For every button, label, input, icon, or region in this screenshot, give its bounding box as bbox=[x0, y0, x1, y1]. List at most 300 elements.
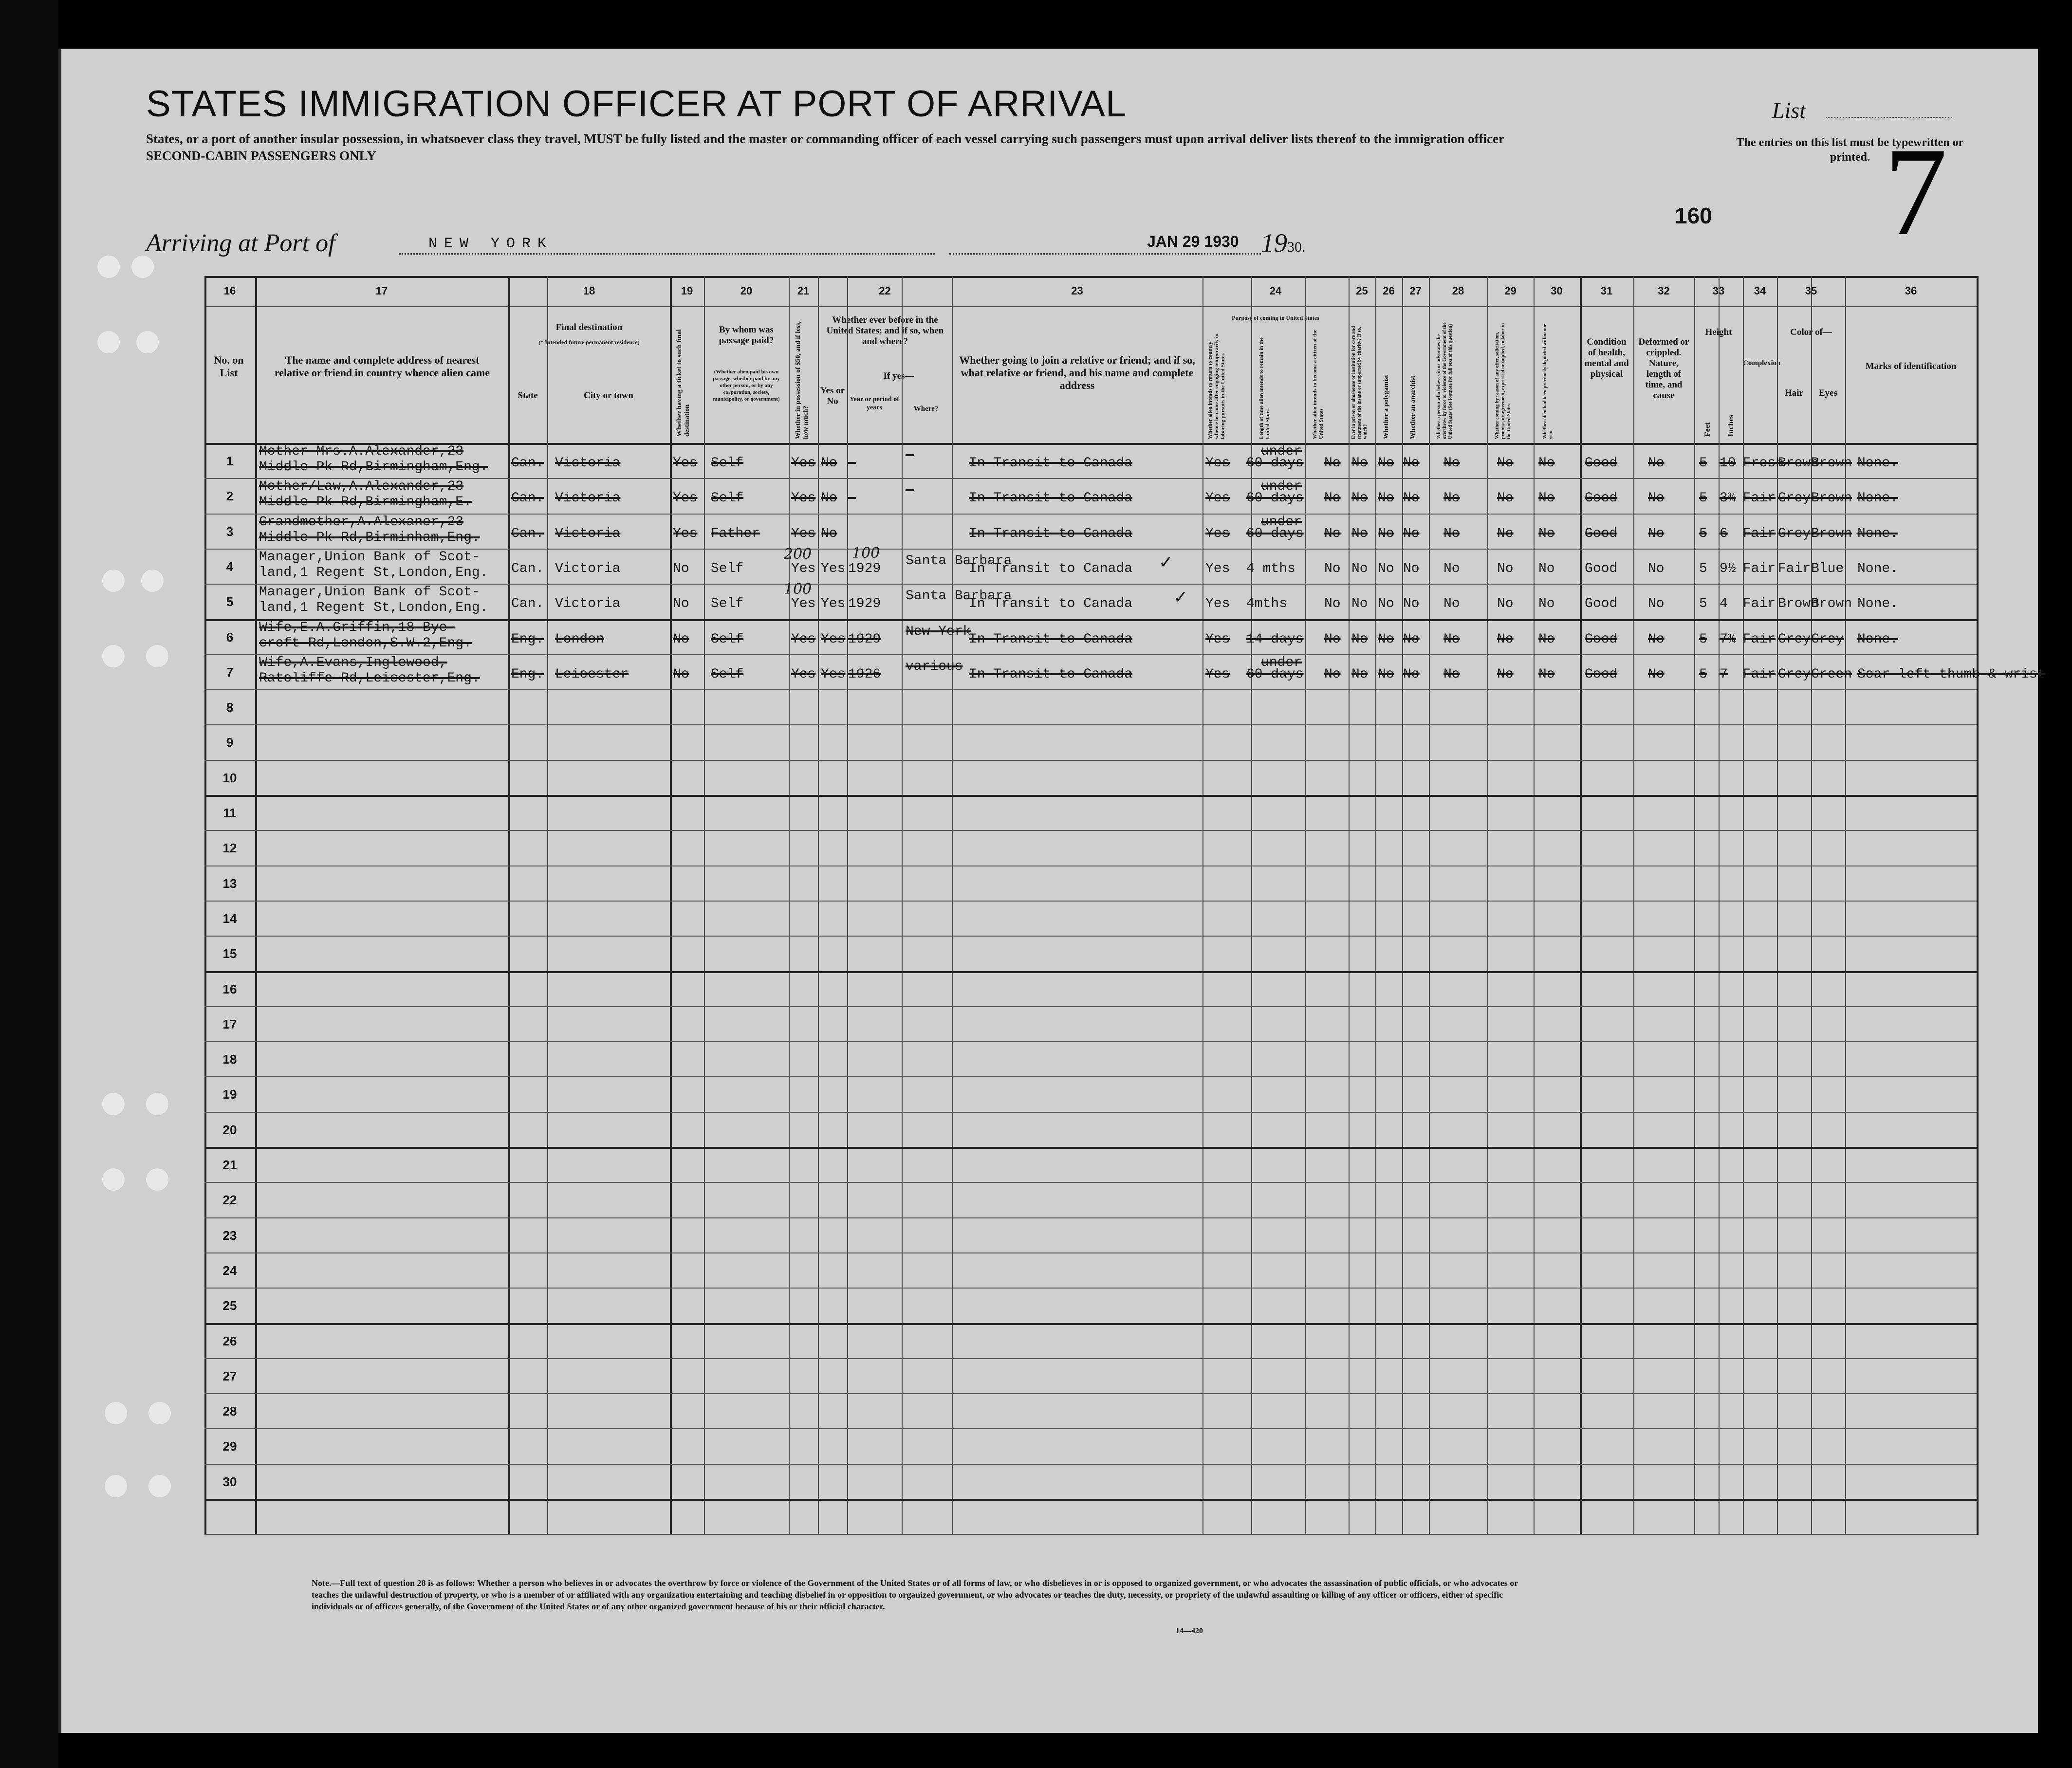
cell-ever: Yes bbox=[821, 596, 846, 612]
grid-colnum-rule bbox=[204, 306, 1977, 307]
row-number: 17 bbox=[222, 1016, 237, 1031]
colnum-21: 21 bbox=[797, 285, 810, 297]
row-number: 26 bbox=[222, 1333, 237, 1348]
row-number: 24 bbox=[222, 1263, 237, 1278]
binder-hole bbox=[146, 645, 168, 667]
cell-ever: No bbox=[821, 526, 837, 541]
cell-c28: No bbox=[1443, 666, 1460, 682]
cell-p-length-2: 60 days bbox=[1246, 526, 1304, 541]
row-number: 15 bbox=[222, 946, 237, 961]
hdr-no-on-list: No. on List bbox=[214, 354, 244, 379]
colnum-17: 17 bbox=[375, 285, 388, 297]
grid-column-rule bbox=[789, 276, 790, 1535]
cell-ever: Yes bbox=[821, 631, 846, 647]
row-number: 14 bbox=[222, 911, 237, 926]
grid-column-rule bbox=[1977, 276, 1979, 1535]
row-number: 18 bbox=[222, 1052, 237, 1067]
hdr-purpose-c: Whether alien intends to become a citizen of the United States bbox=[1312, 330, 1324, 439]
hdr-passage-paid: By whom was passage paid? bbox=[719, 325, 774, 346]
colnum-28: 28 bbox=[1452, 285, 1464, 297]
row-number: 11 bbox=[223, 806, 237, 820]
grid-column-rule bbox=[704, 276, 705, 1535]
hdr-ticket: Whether having a ticket to such final destination bbox=[676, 329, 691, 437]
grid-row-rule bbox=[204, 795, 1977, 797]
cell-hair: Grey bbox=[1778, 491, 1811, 506]
grid-top-rule bbox=[204, 276, 1977, 278]
grid-row-rule bbox=[204, 1041, 1977, 1042]
row-number: 20 bbox=[222, 1122, 237, 1137]
row-number: 10 bbox=[222, 770, 237, 785]
cell-where: Santa Barbara bbox=[906, 589, 1012, 604]
port-dotline bbox=[399, 253, 935, 255]
cell-year: — bbox=[848, 491, 856, 506]
cell-money: Yes bbox=[791, 491, 816, 506]
cell-c29: No bbox=[1497, 561, 1514, 576]
binder-hole bbox=[102, 1168, 125, 1191]
binder-hole bbox=[146, 1168, 168, 1191]
cell-paid: Self bbox=[711, 491, 744, 506]
cell-ticket: No bbox=[673, 561, 689, 576]
cell-feet: 5 bbox=[1699, 596, 1707, 612]
cell-p-return: Yes bbox=[1205, 561, 1230, 576]
cell-c25: No bbox=[1351, 596, 1368, 612]
binder-hole bbox=[148, 1475, 171, 1497]
grid-row-rule bbox=[204, 1464, 1977, 1465]
cell-c25: No bbox=[1351, 526, 1368, 541]
cell-inches: 10 bbox=[1720, 456, 1736, 471]
hdr-anarchist: Whether an anarchist bbox=[1409, 375, 1417, 439]
cell-join: In Transit to Canada bbox=[969, 666, 1133, 682]
cell-paid: Self bbox=[711, 631, 744, 647]
entries-note: The entries on this list must be typewritten or printed. bbox=[1736, 136, 1964, 164]
row-number: 13 bbox=[222, 876, 237, 891]
handwritten-mark: 200 bbox=[784, 545, 812, 563]
cell-p-citizen: No bbox=[1324, 526, 1341, 541]
cell-where: various bbox=[906, 659, 963, 674]
cell-c27: No bbox=[1403, 456, 1420, 471]
cell-state: Eng. bbox=[511, 666, 544, 682]
binder-hole bbox=[148, 1402, 171, 1424]
date-dotline bbox=[949, 253, 1261, 255]
cell-health: Good bbox=[1585, 596, 1618, 612]
cell-marks: Scar left thumb & wrist bbox=[1857, 666, 2046, 682]
grid-row-rule bbox=[204, 1323, 1977, 1325]
list-label: List bbox=[1772, 98, 1806, 123]
grid-row-rule bbox=[204, 1076, 1977, 1077]
grid-column-rule bbox=[952, 276, 953, 1535]
grid-header-rule bbox=[204, 443, 1977, 445]
grid-row-rule bbox=[204, 830, 1977, 831]
cell-c28: No bbox=[1443, 456, 1460, 471]
hdr-yes-no: Yes or No bbox=[820, 386, 845, 406]
colnum-26: 26 bbox=[1383, 285, 1395, 297]
year-field bbox=[1261, 228, 1306, 258]
grid-row-rule bbox=[204, 689, 1977, 690]
cell-ticket: No bbox=[673, 631, 689, 647]
cell-join: In Transit to Canada bbox=[969, 596, 1133, 612]
grid-row-rule bbox=[204, 1112, 1977, 1113]
grid-row-rule bbox=[204, 619, 1977, 621]
cell-health: Good bbox=[1585, 491, 1618, 506]
colnum-18: 18 bbox=[583, 285, 595, 297]
cell-complexion: Fair bbox=[1743, 561, 1776, 576]
grid-column-rule bbox=[1349, 276, 1350, 1535]
hdr-feet: Feet bbox=[1703, 422, 1712, 437]
grid-row-rule bbox=[204, 724, 1977, 725]
handwritten-mark: 100 bbox=[784, 581, 812, 598]
hdr-marks: Marks of identification bbox=[1865, 361, 1957, 371]
cell-c26: No bbox=[1378, 561, 1394, 576]
cell-state: Can. bbox=[511, 596, 544, 612]
row-number: 25 bbox=[222, 1298, 237, 1313]
cell-relative-1: Wife,A.Evans,Inglewood, bbox=[259, 655, 447, 670]
grid-column-rule bbox=[1694, 276, 1695, 1535]
cell-c25: No bbox=[1351, 666, 1368, 682]
cell-relative-1: Grandmother,A.Alexaner,23 bbox=[259, 514, 464, 530]
cell-ever: Yes bbox=[821, 561, 846, 576]
cell-p-length-2: 60 days bbox=[1246, 491, 1304, 506]
colnum-27: 27 bbox=[1409, 285, 1422, 297]
cell-money: Yes bbox=[791, 561, 816, 576]
grid-row-rule bbox=[204, 478, 1977, 479]
grid-row-rule bbox=[204, 1499, 1977, 1501]
cell-relative-2: Middle Pk Rd,Birmingham,E. bbox=[259, 495, 472, 510]
cell-inches: 3¾ bbox=[1720, 491, 1736, 506]
colnum-19: 19 bbox=[681, 285, 693, 297]
cell-where: — bbox=[906, 448, 914, 463]
hdr-final-destination-note: (* Intended future permanent residence) bbox=[538, 339, 640, 346]
hdr-q29: Whether coming by reason of any offer, solicitation, promise, or agreement, expressed or implied, to labor in the United States bbox=[1495, 323, 1512, 439]
cell-deformed: No bbox=[1648, 561, 1665, 576]
cell-p-citizen: No bbox=[1324, 491, 1341, 506]
hdr-nearest-relative: The name and complete address of nearest relative or friend in country whence alien came bbox=[274, 354, 490, 379]
hdr-join-relative: Whether going to join a relative or friend; and if so, what relative or friend, and his name and complete address bbox=[959, 354, 1195, 391]
colnum-34: 34 bbox=[1754, 285, 1766, 297]
grid-column-rule bbox=[508, 276, 510, 1535]
hdr-complexion: Complexion bbox=[1743, 359, 1781, 367]
row-number: 6 bbox=[226, 629, 234, 645]
cell-complexion: Fair bbox=[1743, 666, 1776, 682]
cell-relative-2: land,1 Regent St,London,Eng. bbox=[259, 565, 488, 580]
list-dotline bbox=[1826, 117, 1952, 118]
cell-ticket: Yes bbox=[673, 456, 698, 471]
cell-ticket: Yes bbox=[673, 526, 698, 541]
cell-inches: 6 bbox=[1720, 526, 1728, 541]
hdr-prison: Ever in prison or almshouse or institution for care and treatment of the insane or supported by charity? If so, which? bbox=[1351, 326, 1368, 439]
cell-hair: Grey bbox=[1778, 666, 1811, 682]
cell-join: In Transit to Canada bbox=[969, 631, 1133, 647]
cell-health: Good bbox=[1585, 666, 1618, 682]
cell-c30: No bbox=[1538, 526, 1555, 541]
grid-column-rule bbox=[1580, 276, 1582, 1535]
cell-feet: 5 bbox=[1699, 561, 1707, 576]
cell-marks: None. bbox=[1857, 561, 1899, 576]
row-number: 3 bbox=[226, 524, 234, 539]
cell-relative-2: Middle Pk Rd,Birmingham,Eng. bbox=[259, 460, 488, 475]
cell-health: Good bbox=[1585, 456, 1618, 471]
hdr-color-of: Color of— bbox=[1790, 327, 1832, 337]
cell-city: Leicester bbox=[555, 666, 629, 682]
hdr-hair: Hair bbox=[1785, 388, 1803, 398]
cell-c30: No bbox=[1538, 631, 1555, 647]
cell-p-return: Yes bbox=[1205, 666, 1230, 682]
grid-column-rule bbox=[670, 276, 672, 1535]
cell-complexion: Fair bbox=[1743, 491, 1776, 506]
colnum-29: 29 bbox=[1504, 285, 1517, 297]
cell-feet: 5 bbox=[1699, 631, 1707, 647]
grid-column-rule bbox=[1202, 276, 1203, 1535]
colnum-24: 24 bbox=[1269, 285, 1282, 297]
cell-complexion: Fair bbox=[1743, 526, 1776, 541]
grid-row-rule bbox=[204, 971, 1977, 973]
cell-c29: No bbox=[1497, 631, 1514, 647]
hdr-q28: Whether a person who believes in or advocates the overthrow by force or violence of the Government of the United States (See footnote for full text of this question) bbox=[1436, 322, 1453, 439]
cell-p-citizen: No bbox=[1324, 596, 1341, 612]
cell-join: In Transit to Canada bbox=[969, 526, 1133, 541]
grid-row-rule bbox=[204, 1534, 1977, 1535]
cell-marks: None. bbox=[1857, 526, 1899, 541]
cell-health: Good bbox=[1585, 526, 1618, 541]
binder-hole bbox=[146, 1093, 168, 1115]
grid-column-rule bbox=[1375, 276, 1376, 1535]
cell-city: Victoria bbox=[555, 491, 621, 506]
colnum-35: 35 bbox=[1805, 285, 1817, 297]
cell-where: Santa Barbara bbox=[906, 553, 1012, 569]
grid-row-rule bbox=[204, 1428, 1977, 1429]
grid-column-rule bbox=[1429, 276, 1430, 1535]
form-instruction: States, or a port of another insular possession, in whatsoever class they travel, MUST be fully listed and the master or commanding officer of each vessel carrying such passengers must upon arrival deliver lists thereof to the immigration officer bbox=[146, 131, 1505, 146]
cell-c30: No bbox=[1538, 491, 1555, 506]
cell-p-return: Yes bbox=[1205, 631, 1230, 647]
binder-hole bbox=[105, 1475, 127, 1497]
binder-hole bbox=[102, 1093, 125, 1115]
cell-complexion: Fair bbox=[1743, 631, 1776, 647]
cell-p-length-2: 60 days bbox=[1246, 456, 1304, 471]
cell-money: Yes bbox=[791, 526, 816, 541]
cell-money: Yes bbox=[791, 631, 816, 647]
cell-c26: No bbox=[1378, 596, 1394, 612]
cell-c29: No bbox=[1497, 491, 1514, 506]
cell-inches: 7 bbox=[1720, 666, 1728, 682]
row-number: 4 bbox=[226, 559, 234, 574]
hdr-money: Whether in possession of $50, and if less, how much? bbox=[795, 321, 810, 439]
cell-eyes: Grey bbox=[1811, 631, 1844, 647]
cell-c25: No bbox=[1351, 561, 1368, 576]
cell-c28: No bbox=[1443, 631, 1460, 647]
cell-deformed: No bbox=[1648, 491, 1665, 506]
cell-deformed: No bbox=[1648, 526, 1665, 541]
grid-column-rule bbox=[1305, 276, 1306, 1535]
cell-p-length-1: under bbox=[1261, 514, 1302, 530]
cell-c30: No bbox=[1538, 561, 1555, 576]
cell-c28: No bbox=[1443, 561, 1460, 576]
hdr-purpose-a: Whether alien intends to return to country whence he came after engaging temporarily in laboring pursuits in the United States bbox=[1207, 333, 1226, 439]
hdr-height: Height bbox=[1705, 327, 1732, 337]
cell-p-length-2: 4 mths bbox=[1246, 561, 1295, 576]
cell-hair: Fair bbox=[1778, 561, 1811, 576]
colnum-33: 33 bbox=[1712, 285, 1725, 297]
cell-deformed: No bbox=[1648, 456, 1665, 471]
hdr-q30: Whether alien had been previously deported within one year bbox=[1542, 324, 1554, 439]
grid-column-rule bbox=[204, 276, 206, 1535]
cell-c28: No bbox=[1443, 491, 1460, 506]
cell-p-citizen: No bbox=[1324, 666, 1341, 682]
row-number: 27 bbox=[222, 1368, 237, 1383]
cell-year: 1926 bbox=[848, 666, 881, 682]
colnum-31: 31 bbox=[1600, 285, 1613, 297]
cell-c25: No bbox=[1351, 456, 1368, 471]
cell-p-citizen: No bbox=[1324, 561, 1341, 576]
cell-money: Yes bbox=[791, 666, 816, 682]
cell-eyes: Brown bbox=[1811, 456, 1852, 471]
cell-complexion: Fair bbox=[1743, 596, 1776, 612]
cell-c28: No bbox=[1443, 596, 1460, 612]
row-number: 5 bbox=[226, 594, 234, 609]
cell-relative-1: Wife,E.A.Griffin,18 Bye- bbox=[259, 620, 456, 635]
cell-c29: No bbox=[1497, 596, 1514, 612]
date-stamp: JAN 29 1930 bbox=[1147, 233, 1239, 250]
cell-relative-1: Mother/Law,A.Alexander,23 bbox=[259, 479, 464, 495]
cell-relative-2: land,1 Regent St,London,Eng. bbox=[259, 600, 488, 616]
grid-column-rule bbox=[902, 276, 903, 1535]
grid-row-rule bbox=[204, 1358, 1977, 1359]
cell-deformed: No bbox=[1648, 596, 1665, 612]
cell-marks: None. bbox=[1857, 596, 1899, 612]
grid-column-rule bbox=[1487, 276, 1488, 1535]
cell-ticket: No bbox=[673, 596, 689, 612]
cell-p-return: Yes bbox=[1205, 456, 1230, 471]
hdr-deformed: Deformed or crippled. Nature, length of time, and cause bbox=[1638, 337, 1689, 401]
form-title: STATES IMMIGRATION OFFICER AT PORT OF ARRIVAL bbox=[146, 83, 1127, 125]
binder-hole bbox=[102, 570, 125, 592]
cell-hair: Brown bbox=[1778, 596, 1819, 612]
cell-c27: No bbox=[1403, 666, 1420, 682]
form-code: 14—420 bbox=[1176, 1627, 1203, 1635]
cell-eyes: Blue bbox=[1811, 561, 1844, 576]
cell-ever: No bbox=[821, 456, 837, 471]
row-number: 9 bbox=[226, 735, 234, 750]
cell-year: 1929 bbox=[848, 631, 881, 647]
hdr-city: City or town bbox=[583, 390, 634, 401]
cell-p-return: Yes bbox=[1205, 596, 1230, 612]
hdr-polygamist: Whether a polygamist bbox=[1383, 375, 1390, 439]
cell-feet: 5 bbox=[1699, 526, 1707, 541]
colnum-20: 20 bbox=[740, 285, 753, 297]
row-number: 8 bbox=[226, 700, 234, 715]
row-number: 7 bbox=[226, 664, 234, 680]
cell-money: Yes bbox=[791, 596, 816, 612]
cell-inches: 9½ bbox=[1720, 561, 1736, 576]
cell-c26: No bbox=[1378, 526, 1394, 541]
cell-join: In Transit to Canada bbox=[969, 491, 1133, 506]
cell-p-return: Yes bbox=[1205, 491, 1230, 506]
cell-c28: No bbox=[1443, 526, 1460, 541]
cabin-class: SECOND-CABIN PASSENGERS ONLY bbox=[146, 148, 376, 163]
cell-year: 1929 bbox=[848, 561, 881, 576]
cell-city: Victoria bbox=[555, 456, 621, 471]
cell-feet: 5 bbox=[1699, 666, 1707, 682]
row-number: 16 bbox=[222, 981, 237, 996]
port-value: NEW YORK bbox=[428, 236, 554, 252]
cell-eyes: Brown bbox=[1811, 526, 1852, 541]
footnote-q28: Note.—Full text of question 28 is as follows: Whether a person who believes in or advocates the overthrow by force or violence of the Government of the United States or of all forms of law, or who disbelieves in or is opposed to organized government, or who advocates the assassination of public officials, or who advocates or teaches the unlawful destruction of property, or who is a member of or affiliated with any organization entertaining and teaching disbelief in or opposition to organized government, or who advocates or teaches the duty, necessity, or propriety of the unlawful assaulting or killing of any officer or officers, either of specific individuals or of officers generally, of the Government of the United States or of any other organized government because of his or their official character. bbox=[312, 1578, 1518, 1611]
grid-column-rule bbox=[255, 276, 257, 1535]
binder-hole bbox=[141, 570, 164, 592]
cell-p-citizen: No bbox=[1324, 631, 1341, 647]
cell-c29: No bbox=[1497, 526, 1514, 541]
grid-row-rule bbox=[204, 1393, 1977, 1394]
cell-state: Can. bbox=[511, 491, 544, 506]
year-prefix: 19 bbox=[1261, 228, 1287, 258]
cell-deformed: No bbox=[1648, 666, 1665, 682]
grid-row-rule bbox=[204, 1217, 1977, 1218]
grid-row-rule bbox=[204, 1006, 1977, 1007]
binding-edge bbox=[0, 0, 58, 1768]
binder-hole bbox=[105, 1402, 127, 1424]
grid-column-rule bbox=[1633, 276, 1634, 1535]
cell-p-length-1: under bbox=[1261, 479, 1302, 495]
row-number: 29 bbox=[222, 1439, 237, 1454]
cell-ticket: No bbox=[673, 666, 689, 682]
cell-p-length-1: under bbox=[1261, 655, 1302, 670]
binder-hole bbox=[102, 645, 125, 667]
cell-p-length-2: 60 days bbox=[1246, 666, 1304, 682]
hdr-inches: Inches bbox=[1727, 415, 1735, 437]
cell-health: Good bbox=[1585, 561, 1618, 576]
row-number: 19 bbox=[222, 1087, 237, 1102]
cell-c27: No bbox=[1403, 526, 1420, 541]
cell-hair: Grey bbox=[1778, 526, 1811, 541]
row-number: 22 bbox=[222, 1193, 237, 1208]
cell-c27: No bbox=[1403, 596, 1420, 612]
check-mark: ✓ bbox=[1173, 588, 1188, 608]
cell-relative-2: croft Rd,London,S.W.2,Eng. bbox=[259, 635, 472, 651]
cell-ever: No bbox=[821, 491, 837, 506]
grid-column-rule bbox=[547, 276, 548, 1535]
cell-c26: No bbox=[1378, 456, 1394, 471]
cell-city: Victoria bbox=[555, 561, 621, 576]
cell-complexion: Fresh bbox=[1743, 456, 1784, 471]
grid-row-rule bbox=[204, 1288, 1977, 1289]
year-suffix: 30. bbox=[1287, 239, 1306, 255]
cell-feet: 5 bbox=[1699, 491, 1707, 506]
cell-c25: No bbox=[1351, 491, 1368, 506]
cell-inches: 4 bbox=[1720, 596, 1728, 612]
check-mark: ✓ bbox=[1159, 552, 1174, 572]
hdr-where: Where? bbox=[913, 405, 939, 413]
cell-feet: 5 bbox=[1699, 456, 1707, 471]
cell-c27: No bbox=[1403, 561, 1420, 576]
cell-p-return: Yes bbox=[1205, 526, 1230, 541]
cell-health: Good bbox=[1585, 631, 1618, 647]
hdr-purpose-b: Length of time alien intends to remain in the United States bbox=[1258, 337, 1271, 439]
cell-c30: No bbox=[1538, 666, 1555, 682]
grid-row-rule bbox=[204, 760, 1977, 761]
cell-ever: Yes bbox=[821, 666, 846, 682]
cell-city: Victoria bbox=[555, 596, 621, 612]
colnum-32: 32 bbox=[1658, 285, 1670, 297]
cell-c29: No bbox=[1497, 666, 1514, 682]
cell-year: 1929 bbox=[848, 596, 881, 612]
cell-relative-2: Middle Pk Rd,Birminham,Eng. bbox=[259, 530, 480, 545]
cell-state: Eng. bbox=[511, 631, 544, 647]
grid-column-rule bbox=[1534, 276, 1535, 1535]
colnum-30: 30 bbox=[1551, 285, 1563, 297]
cell-relative-1: Mother Mrs.A.Alexander,23 bbox=[259, 444, 464, 459]
colnum-23: 23 bbox=[1071, 285, 1083, 297]
hdr-health: Condition of health, mental and physical bbox=[1584, 337, 1629, 379]
hdr-purpose: Purpose of coming to United States bbox=[1232, 314, 1319, 321]
